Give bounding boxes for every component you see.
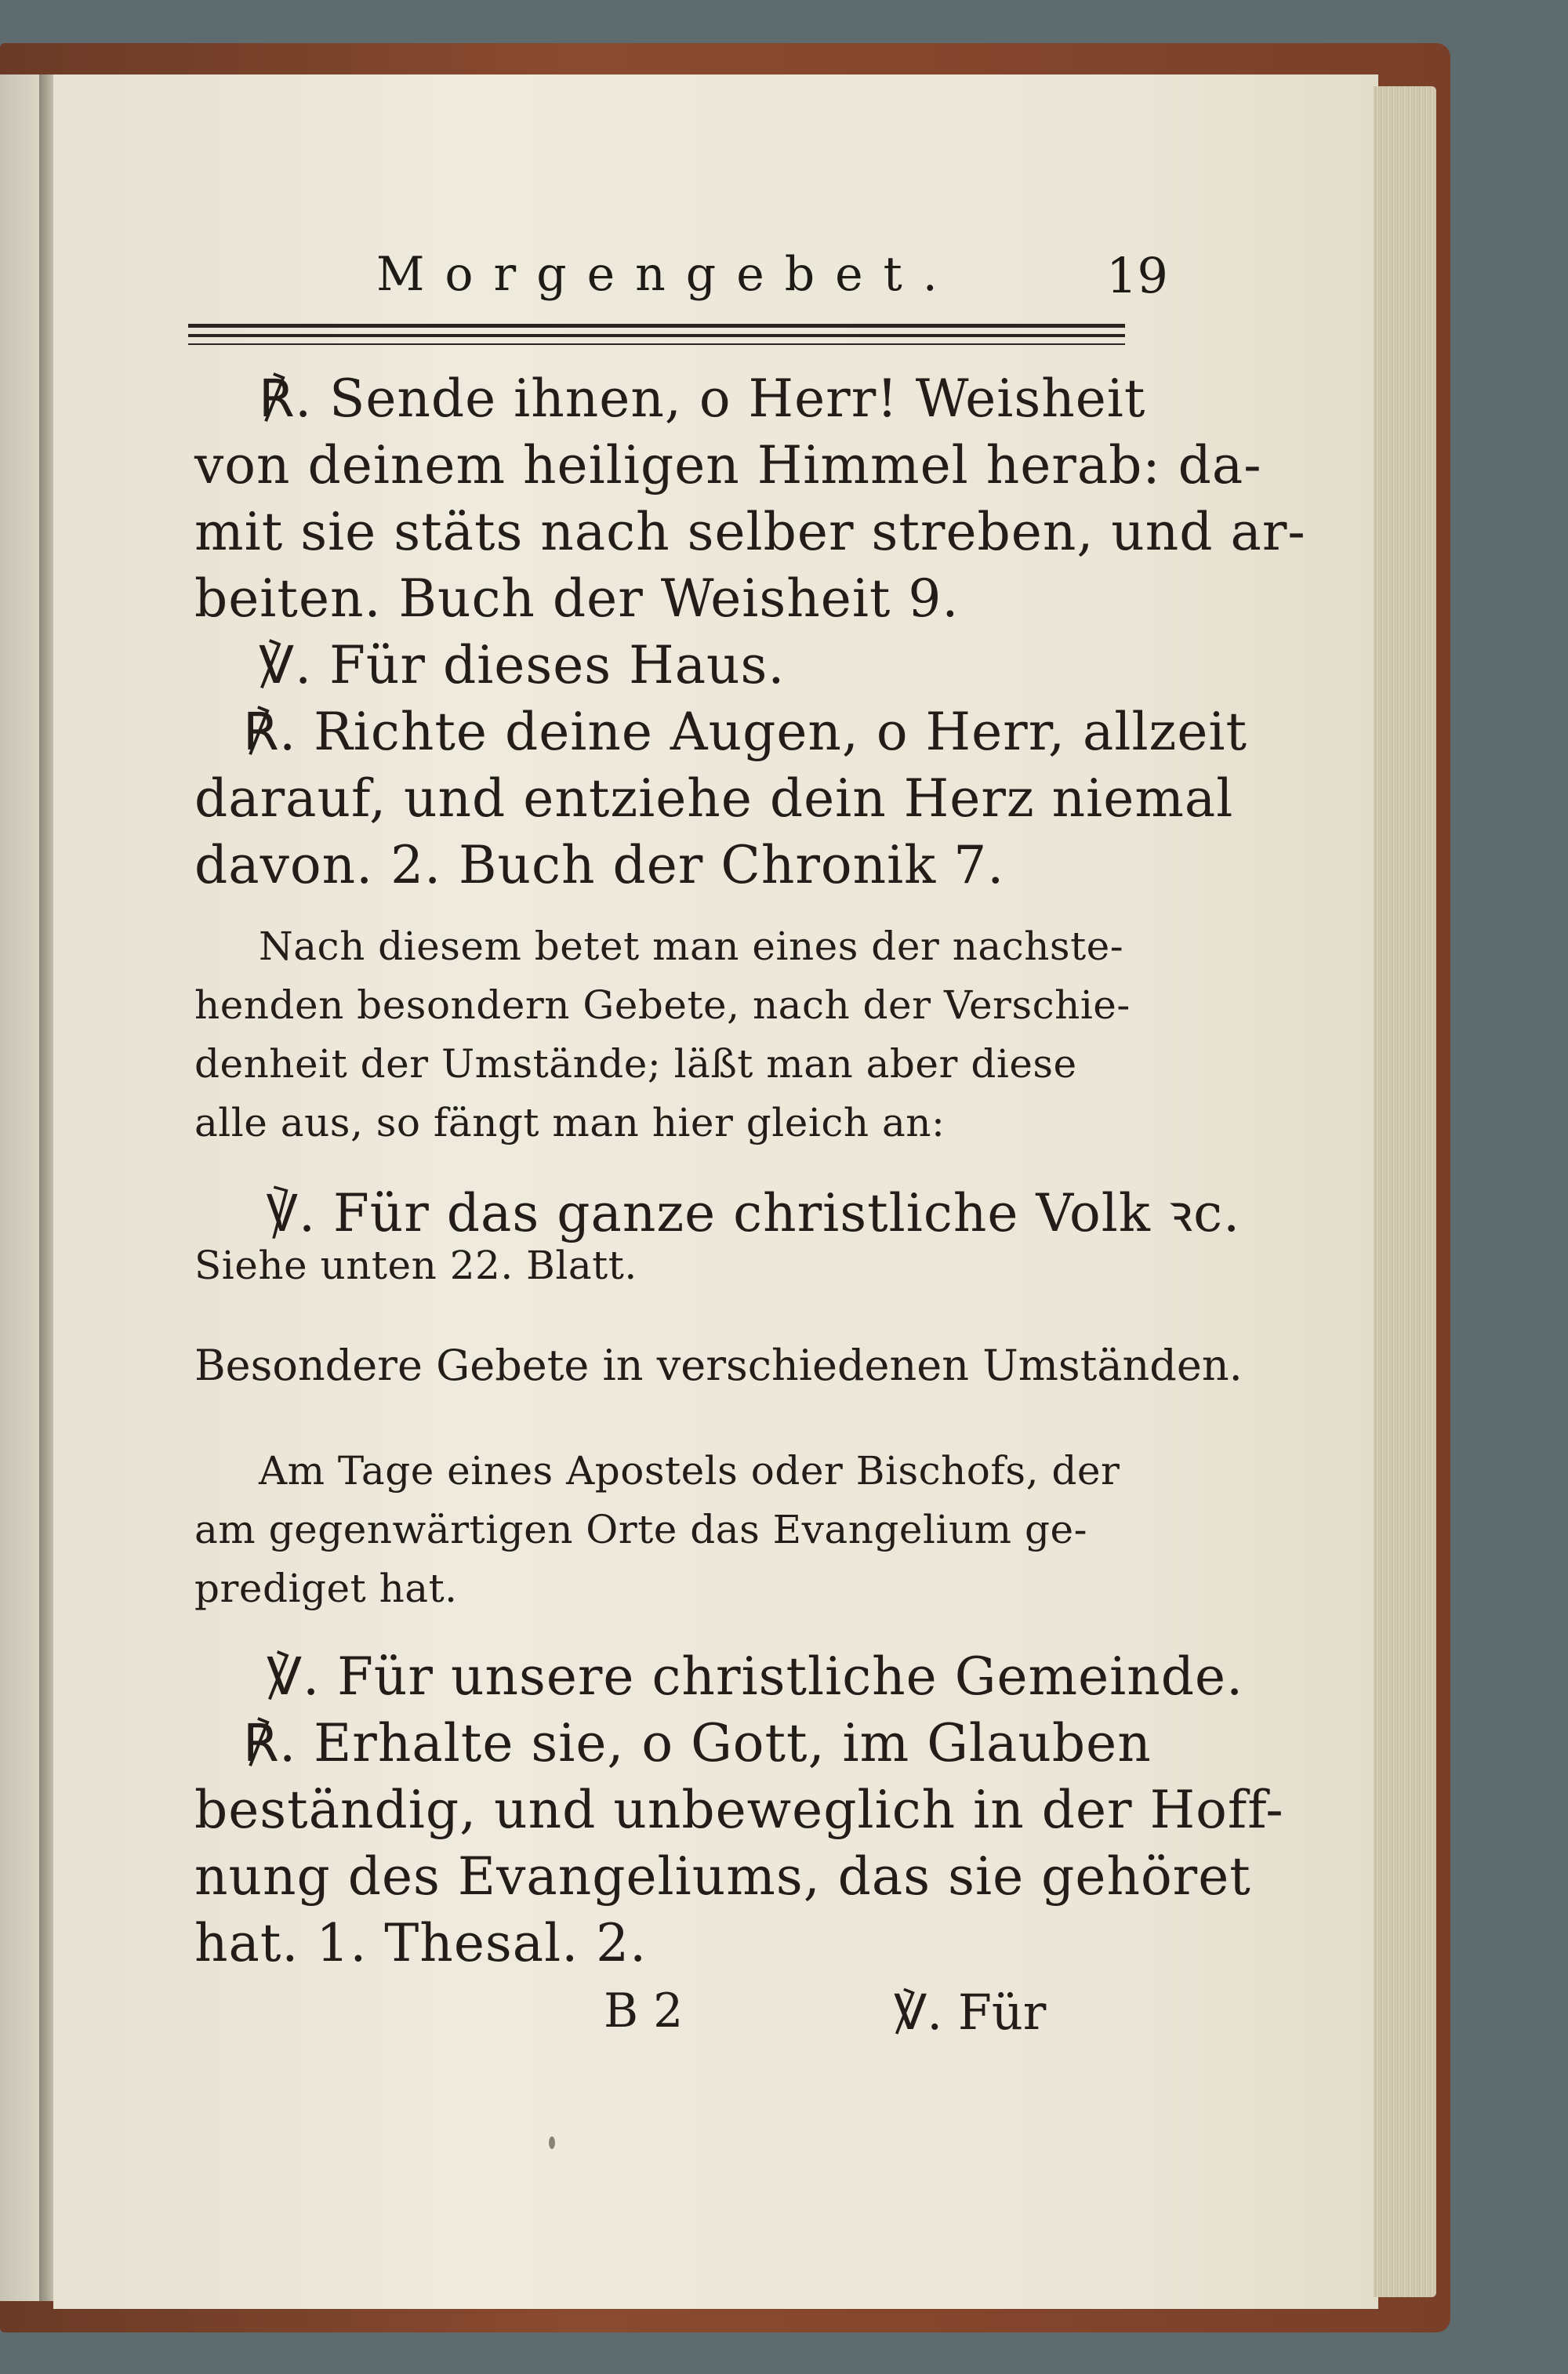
header-rule [188,334,1125,337]
text-line: ℟. Sende ihnen, o Herr! Weisheit [259,368,1146,429]
catchword: ℣. Für [894,1984,1047,2041]
text-line: ℟. Richte deine Augen, o Herr, allzeit [243,702,1248,762]
section-heading: Besondere Gebete in verschiedenen Umständen. [194,1341,1243,1390]
text-line: ℟. Erhalte sie, o Gott, im Glauben [243,1713,1152,1773]
text-line: ℣. Für das ganze christliche Volk ꝛc. [267,1183,1241,1243]
text-line: nung des Evangeliums, das sie gehöret [194,1846,1251,1907]
text-line: alle aus, so fängt man hier gleich an: [194,1100,946,1145]
text-line: Nach diesem betet man eines der nachste- [259,924,1124,969]
text-line: prediget hat. [194,1566,458,1611]
text-line: mit sie stäts nach selber streben, und ar- [194,502,1306,562]
text-line: davon. 2. Buch der Chronik 7. [194,835,1005,895]
page-edges [1374,86,1436,2297]
text-line: Siehe unten 22. Blatt. [194,1243,637,1288]
text-line: am gegenwärtigen Orte das Evangelium ge- [194,1507,1087,1552]
text-line: ℣. Für unsere christliche Gemeinde. [267,1646,1244,1707]
text-line: denheit der Umstände; läßt man aber diese [194,1041,1077,1087]
text-line: hat. 1. Thesal. 2. [194,1913,648,1973]
header-rule [188,343,1125,345]
text-line: beiten. Buch der Weisheit 9. [194,568,960,629]
header-rule [188,324,1125,328]
text-line: Am Tage eines Apostels oder Bischofs, der [259,1448,1120,1494]
page-number: 19 [1106,247,1168,304]
text-line: von deinem heiligen Himmel herab: da- [194,435,1262,495]
running-title: Morgengebet. [376,247,958,302]
signature-mark: B 2 [604,1984,684,2038]
text-line: ℣. Für dieses Haus. [259,635,786,695]
text-line: beständig, und unbeweglich in der Hoff- [194,1780,1284,1840]
text-line: darauf, und entziehe dein Herz niemal [194,768,1234,829]
paper-spot [549,2136,555,2149]
page-header [376,247,1168,310]
text-line: henden besondern Gebete, nach der Verschie- [194,982,1131,1028]
